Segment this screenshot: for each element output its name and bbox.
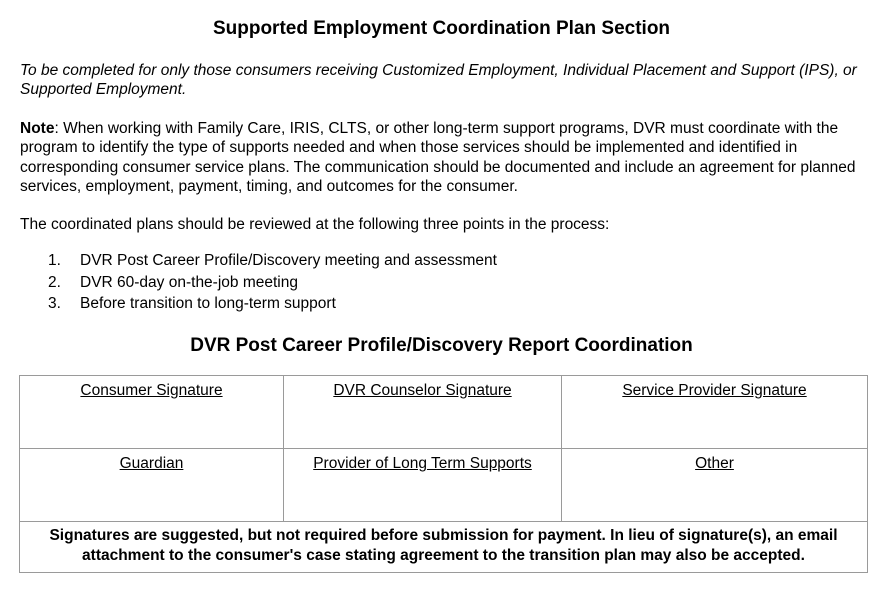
section-subtitle: DVR Post Career Profile/Discovery Report Coordination (190, 335, 693, 356)
service-provider-signature-label: Service Provider Signature (622, 382, 807, 399)
other-cell[interactable] (562, 449, 868, 522)
long-term-supports-provider-label: Provider of Long Term Supports (313, 455, 532, 472)
other-label: Other (695, 455, 734, 472)
list-item (48, 293, 748, 315)
list-item (48, 272, 748, 294)
list-item (48, 250, 748, 272)
table-row (20, 376, 868, 449)
dvr-counselor-signature-cell[interactable] (284, 376, 562, 449)
signature-table (19, 375, 868, 573)
signature-footer-note: Signatures are suggested, but not required before submission for payment. In lieu of signature(s), an email attachment to the consumer's case stating agreement to the transition plan may also be accepted. (20, 522, 868, 573)
guardian-label: Guardian (119, 455, 184, 472)
step-text: Before transition to long-term support (80, 295, 336, 312)
review-text: The coordinated plans should be reviewed at the following three points in the process: (20, 216, 610, 233)
note-text: : When working with Family Care, IRIS, CLTS, or other long-term support programs, DVR must coordinate with the program to identify the type of supports needed and when those services should be implemented and identified in corresponding consumer service plans. The communication should be documented and include an agreement for planned services, employment, payment, timing, and outcomes for the consumer. (20, 120, 856, 195)
guardian-cell[interactable] (20, 449, 284, 522)
step-text: DVR 60-day on-the-job meeting (80, 273, 298, 291)
step-number: 1. (48, 252, 61, 269)
table-row (20, 522, 868, 573)
intro-text: To be completed for only those consumers receiving Customized Employment, Individual Placement and Support (IPS), or Supported Employment. (20, 62, 857, 98)
service-provider-signature-cell[interactable] (562, 376, 868, 449)
step-number: 2. (48, 273, 61, 291)
consumer-signature-cell[interactable] (20, 376, 284, 449)
note-paragraph (20, 119, 872, 196)
step-number: 3. (48, 295, 61, 312)
table-row (20, 449, 868, 522)
note-label: Note (20, 120, 55, 137)
step-text: DVR Post Career Profile/Discovery meeting and assessment (80, 252, 497, 269)
page-title: Supported Employment Coordination Plan Section (212, 18, 671, 39)
consumer-signature-label: Consumer Signature (80, 382, 223, 399)
dvr-counselor-signature-label: DVR Counselor Signature (333, 382, 512, 399)
long-term-supports-provider-cell[interactable] (284, 449, 562, 522)
review-steps-list (48, 250, 748, 315)
